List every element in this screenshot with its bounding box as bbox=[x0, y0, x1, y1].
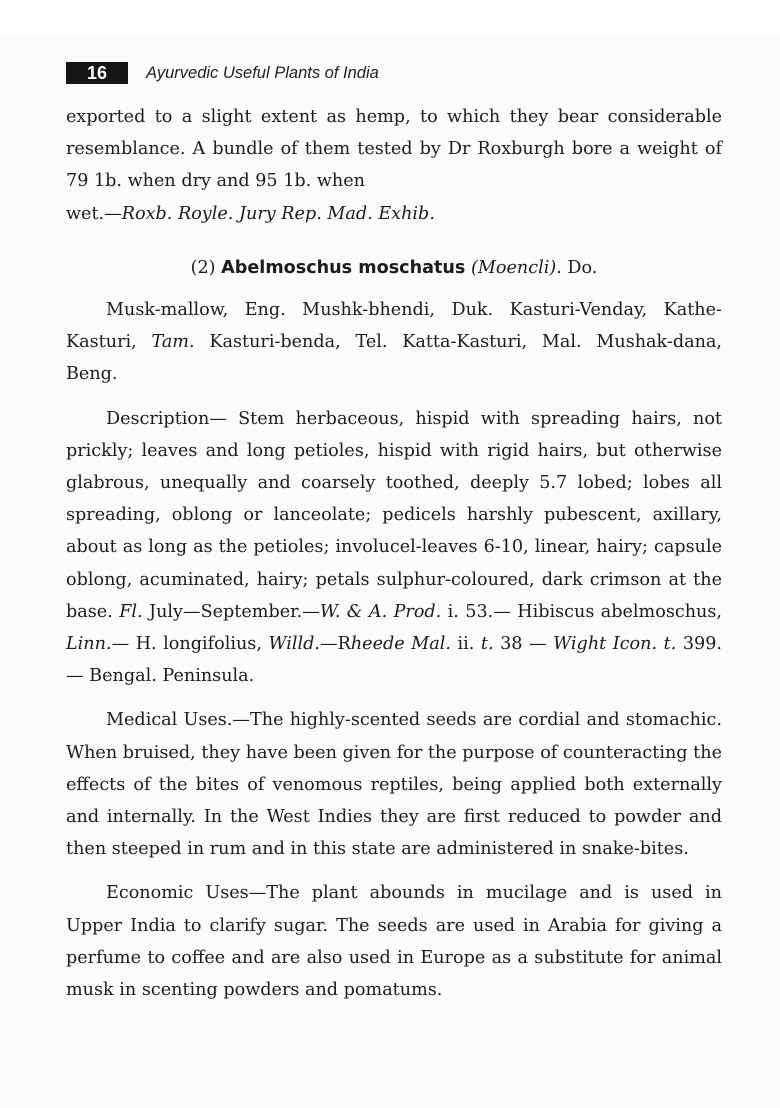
economic-uses-paragraph: Economic Uses—The plant abounds in mucilage and is used in Upper India to clarify sugar. The seeds are used in Arabia for giving a perfume to coffee and are also used in Europe as a substitute for animal musk in scenting powders and pomatums. bbox=[66, 883, 722, 1001]
page-number: 16 bbox=[66, 62, 128, 84]
entry-number: (2) bbox=[190, 257, 216, 278]
citation: Roxb. Royle. Jury Rep. Mad. Exhib. bbox=[121, 203, 435, 224]
entry-heading bbox=[66, 252, 722, 284]
vernacular-names: Musk-mallow, Eng. Mushk-bhendi, Duk. Kasturi-Venday, Kathe-Kasturi, Tam. Kasturi-benda, Tel. Katta-Kasturi, Mal. Mushak-dana, Beng. bbox=[66, 300, 722, 385]
description-paragraph: Description— Stem herbaceous, hispid with spreading hairs, not prickly; leaves and long petioles, hispid with rigid hairs, but otherwise glabrous, unequally and coarsely toothed, deeply 5.7 lobed; lobes all spreading, oblong or lanceolate; pedicels harshly pubescent, axillary, about as long as the petioles; involucel-leaves 6-10, linear, hairy; capsule oblong, acuminated, hairy; petals sulphur-coloured, dark crimson at the base. Fl. July—September.—W. & A. Prod. i. 53.— Hibiscus abelmoschus, Linn.— H. longifolius, Willd.—Rheede Mal. ii. t. 38 — Wight Icon. t. 399.— Bengal. Peninsula. bbox=[66, 408, 722, 687]
running-title: Ayurvedic Useful Plants of India bbox=[146, 63, 379, 82]
species-name: Abelmoschus moschatus bbox=[221, 257, 466, 278]
body-text bbox=[66, 101, 722, 1006]
page-header bbox=[66, 62, 379, 84]
page-top-margin bbox=[0, 0, 780, 34]
continuation-paragraph: exported to a slight extent as hemp, to which they bear considerable resemblance. A bundle of them tested by Dr Roxburgh bore a weight of 79 1b. when dry and 95 1b. when wet.—Roxb. Royle. Jury Rep. Mad. Exhib. bbox=[66, 107, 722, 224]
species-authority: (Moencli). bbox=[471, 257, 562, 278]
medical-uses-paragraph: Medical Uses.—The highly-scented seeds are cordial and stomachic. When bruised, they have been given for the purpose of counteracting the effects of the bites of venomous reptiles, being applied both externally and internally. In the West Indies they are first reduced to powder and then steeped in rum and in this state are administered in snake-bites. bbox=[66, 710, 722, 860]
entry-suffix: Do. bbox=[567, 257, 598, 278]
